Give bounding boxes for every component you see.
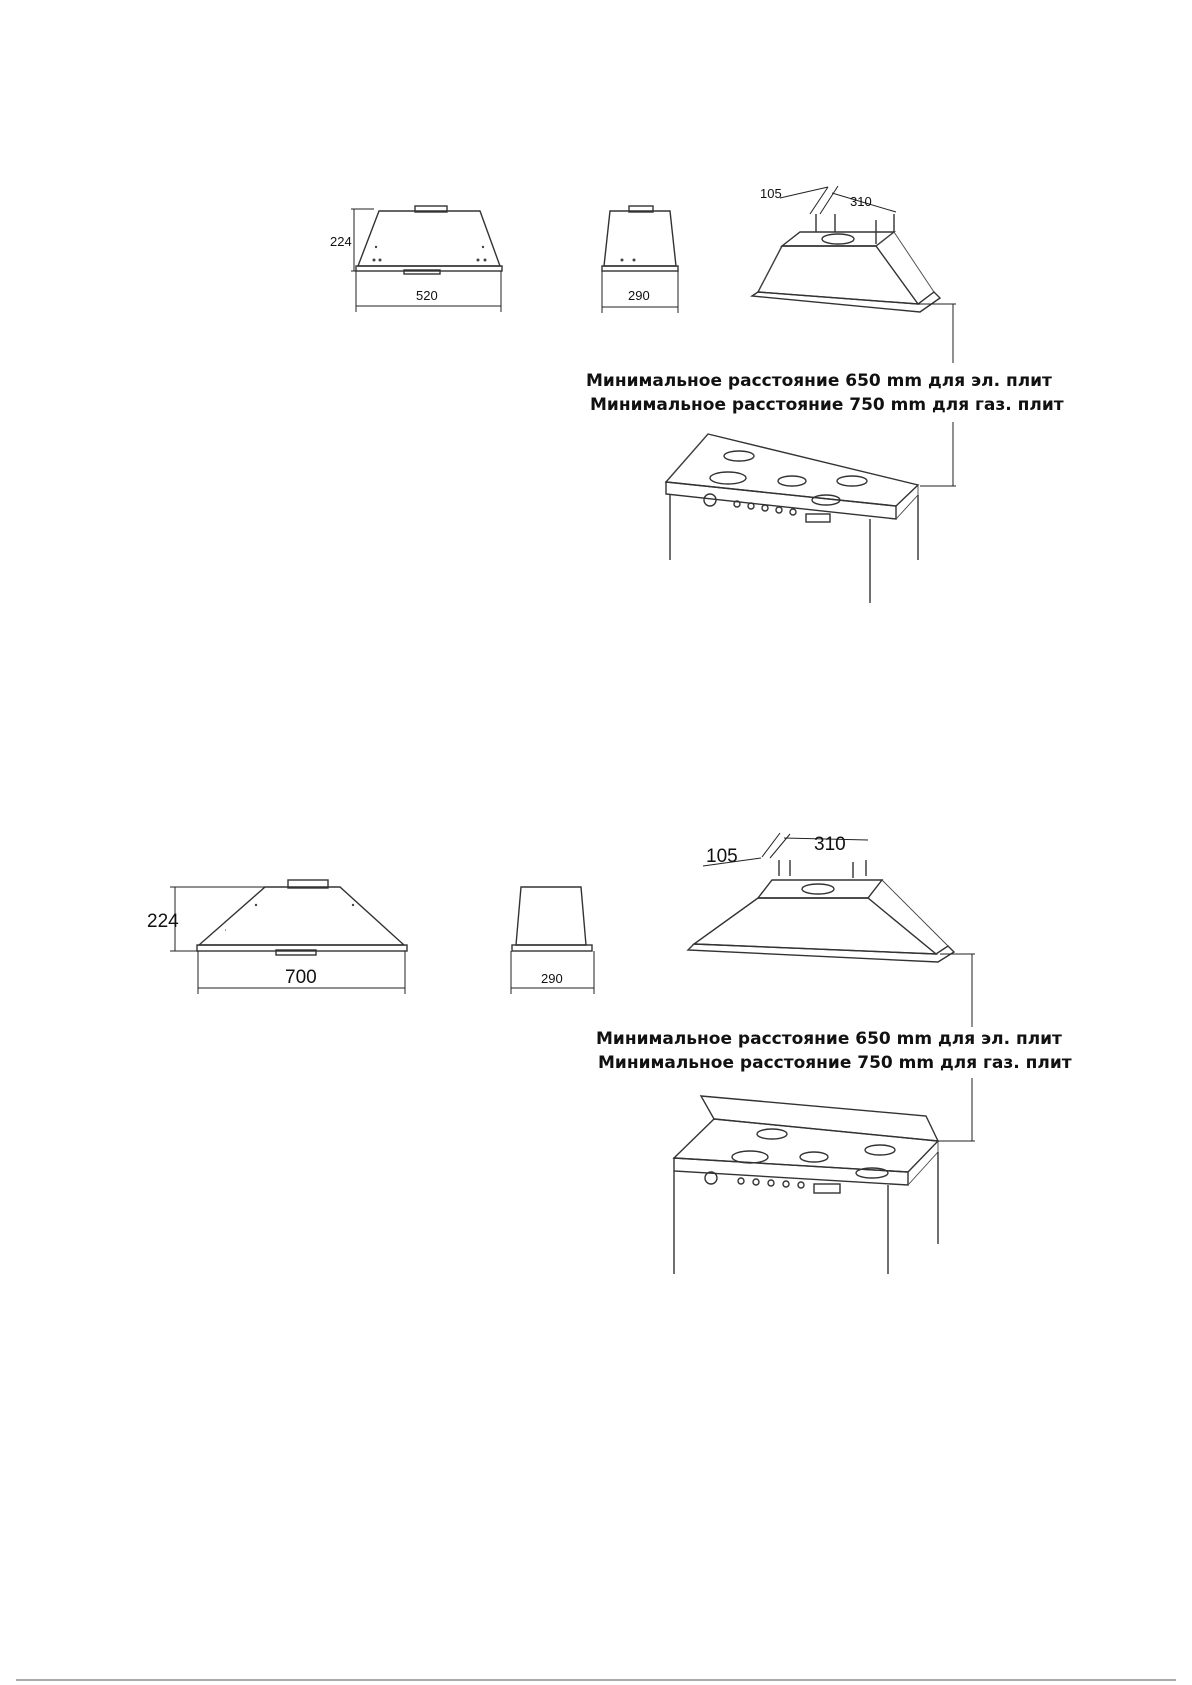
- bottom-note-line2: Минимальное расстояние 750 mm для газ. плит: [598, 1053, 1072, 1073]
- bottom-offset-label: 105: [706, 846, 738, 867]
- bottom-spacing-label: 310: [814, 834, 846, 855]
- top-height-label: 224: [330, 234, 352, 249]
- bottom-depth-label: 290: [541, 971, 563, 986]
- top-note-line1: Минимальное расстояние 650 mm для эл. плит: [586, 371, 1052, 391]
- top-side-view: [602, 206, 678, 313]
- top-offset-label: 105: [760, 186, 782, 201]
- bottom-width-label: 700: [285, 967, 317, 988]
- top-note-line2: Минимальное расстояние 750 mm для газ. плит: [590, 395, 1064, 415]
- top-depth-label: 290: [628, 288, 650, 303]
- top-cooktop: [666, 434, 918, 603]
- bottom-note-line1: Минимальное расстояние 650 mm для эл. плит: [596, 1029, 1062, 1049]
- top-front-view: [330, 206, 502, 312]
- top-perspective-view: [752, 186, 940, 312]
- bottom-perspective-view: [688, 833, 954, 962]
- bottom-height-label: 224: [147, 911, 179, 932]
- bottom-cooktop: [674, 1096, 938, 1274]
- bottom-side-view: [511, 887, 594, 994]
- top-width-label: 520: [416, 288, 438, 303]
- top-spacing-label: 310: [850, 194, 872, 209]
- bottom-front-view: [147, 880, 407, 994]
